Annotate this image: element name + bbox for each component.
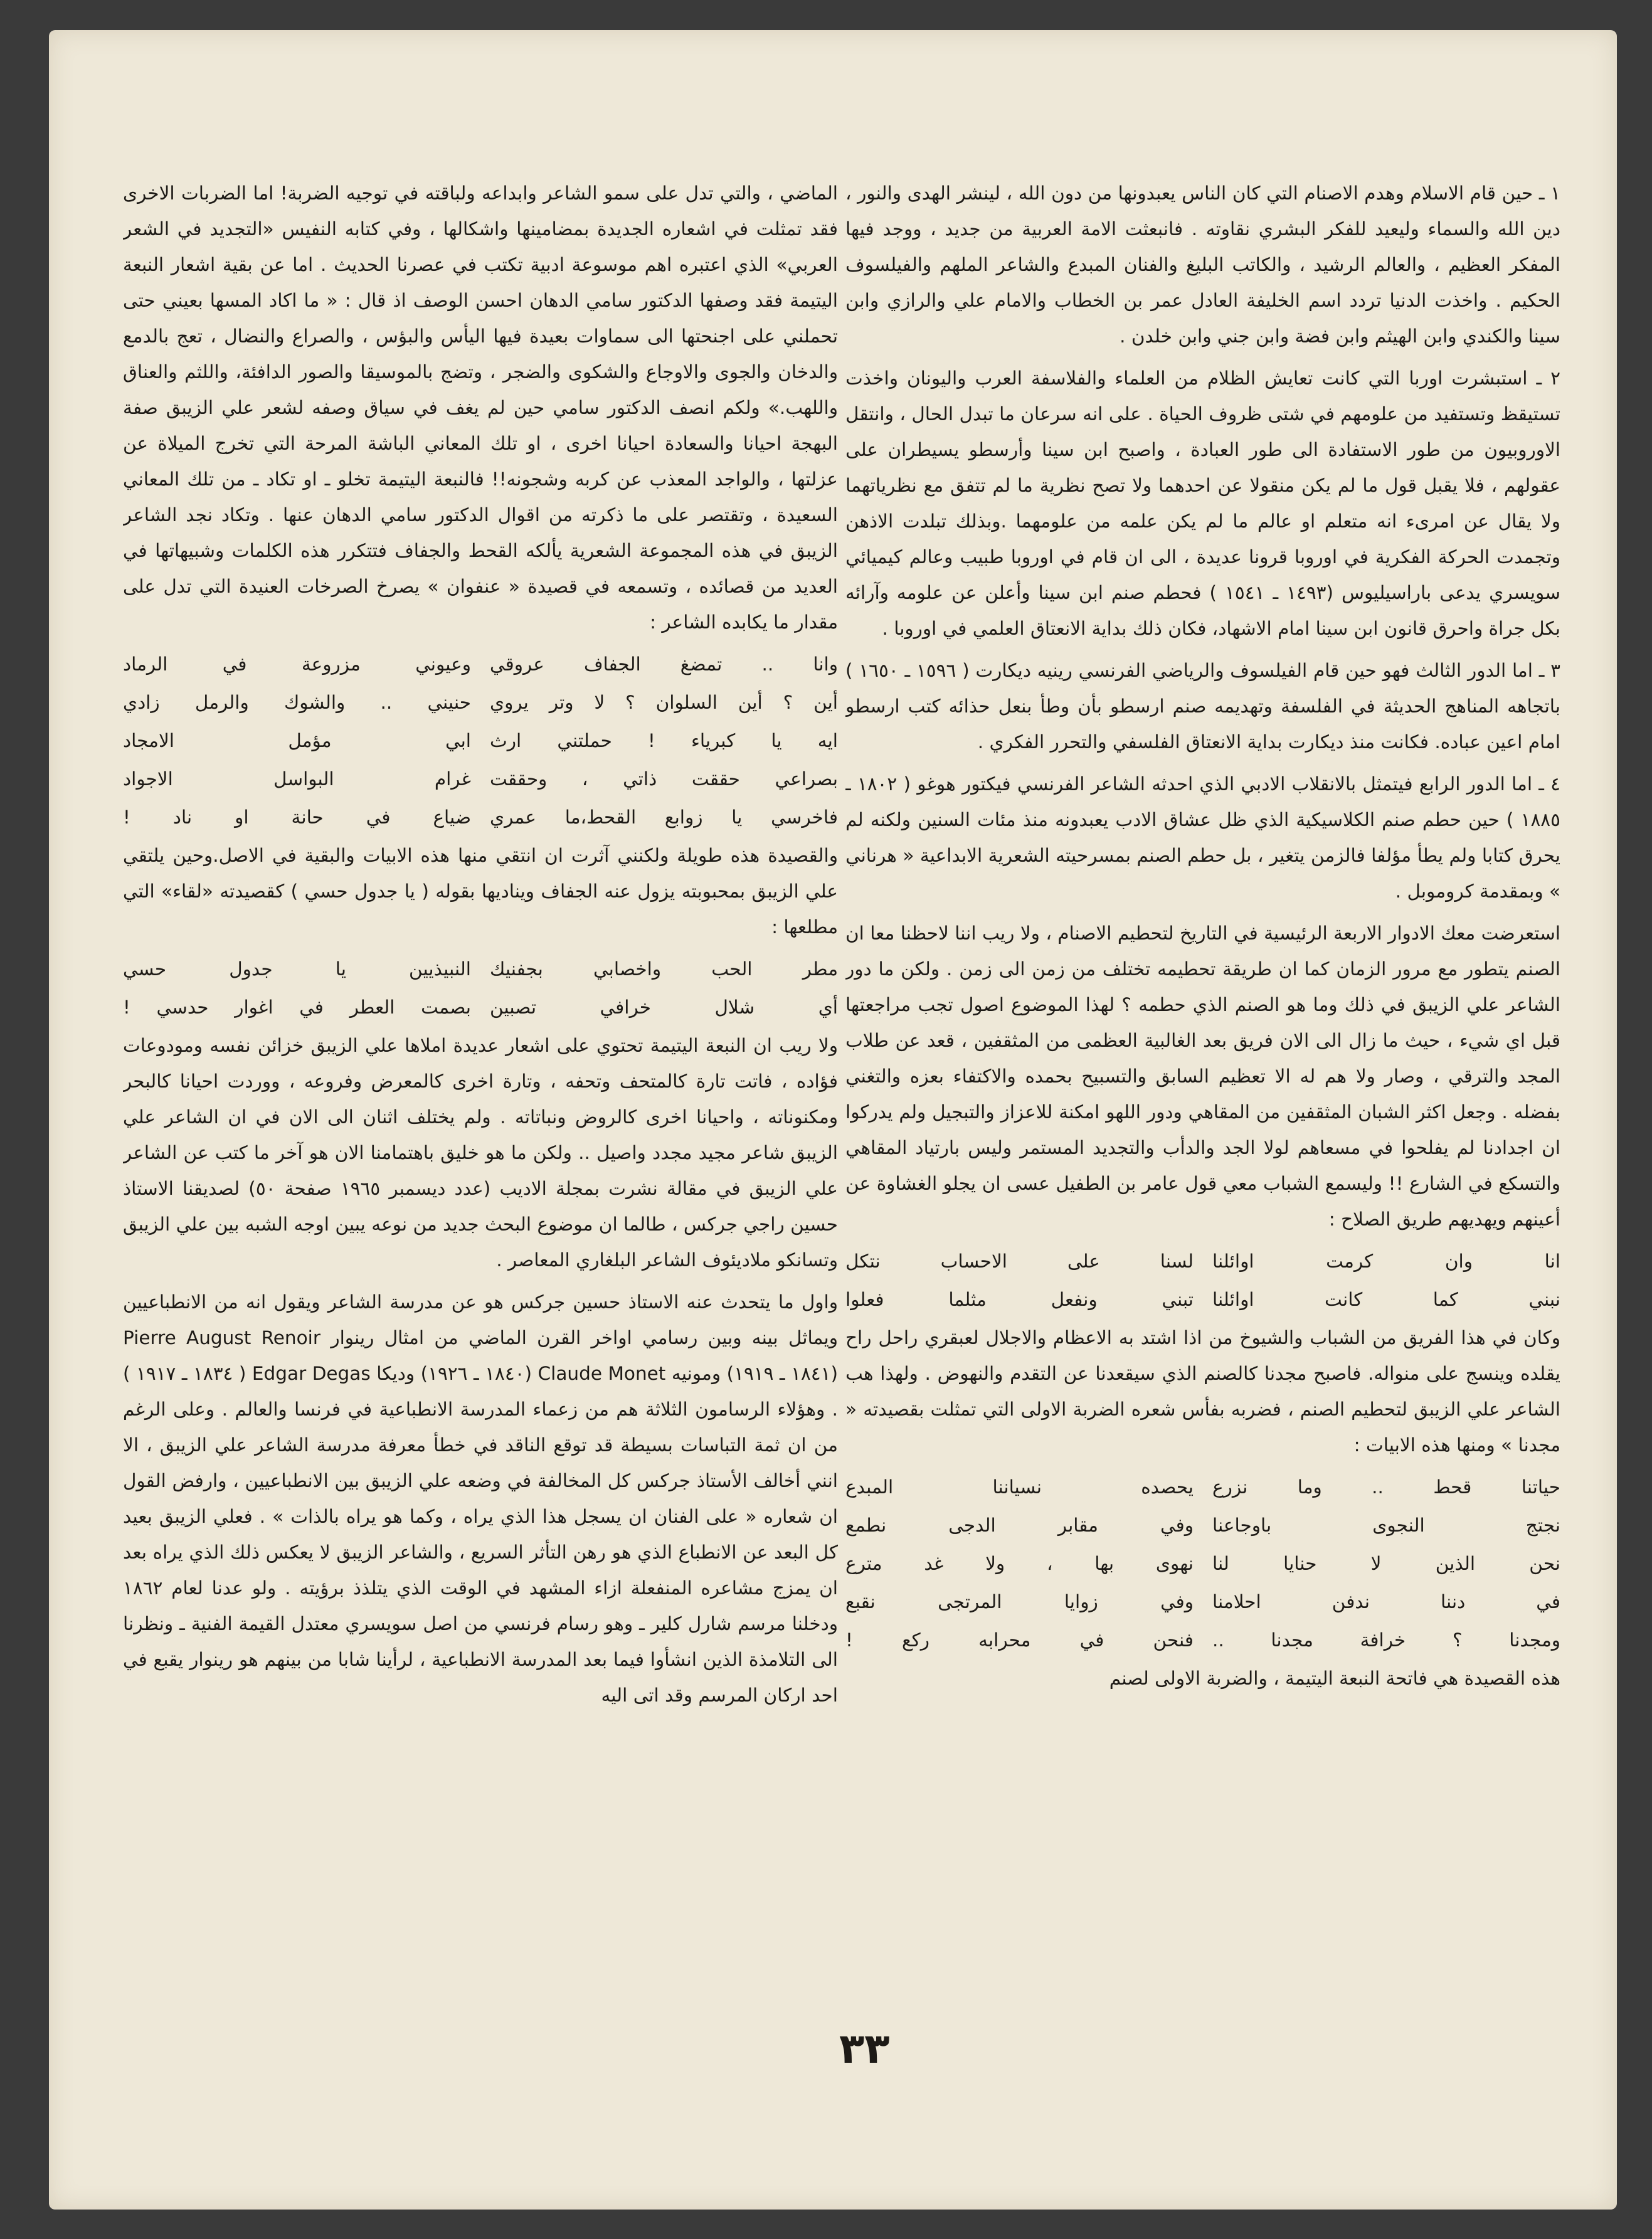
verse-hemistich: حياتنا قحط .. وما نزرع — [1212, 1476, 1560, 1498]
verse-hemistich: نحن الذين لا حنايا لنا — [1212, 1553, 1560, 1574]
verse-hemistich: ضياع في حانة او ناد ! — [123, 807, 471, 828]
verse-hemistich: نبني كما كانت اوائلنا — [1212, 1289, 1560, 1310]
paragraph-5: استعرضت معك الادوار الاربعة الرئيسية في التاريخ لتحطيم الاصنام ، ولا ريب اننا لاحظنا معا ان الصنم يتطور مع مرور الزمان كما ان طريقة تحطيمه تختلف من زمن الى زمن . ولكن ما دور الشاعر علي الزيبق في ذلك وما هو الصنم الذي حطمه ؟ لهذا الموضوع اصول تجب مراجعتها قبل اي شيء ، حيث ما زال الى الان فريق بعد الغالبية العظمى من المثقفين ، قعد عن طلاب المجد والترقي ، وصار ولا هم له الا تعظيم السابق والتسبيح بحمده والاكتفاء بعزه والتغني بفضله . وجعل اكثر الشبان المثقفين من المقاهي ودور اللهو امكنة للاعزاز والتبجيل ولم يدركوا ان اجدادنا لم يفلحوا في مسعاهم لولا الجد والدأب والتجديد المستمر وليس بارتياد المقاهي والتسكع في الشارع !! وليسمع الشباب معي قول عامر بن الطفيل عسى ان يجلو الغشاوة عن أعينهم ويهديهم طريق الصلاح : — [845, 923, 1560, 1230]
verse-line — [123, 951, 838, 987]
verse-hemistich: في دننا ندفن احلامنا — [1212, 1591, 1560, 1612]
right-column — [845, 176, 1560, 2007]
verse-hemistich: مطر الحب واخصابي بجفنيك — [490, 958, 838, 980]
verse-hemistich: نجتج النجوى باوجاعنا — [1212, 1515, 1560, 1536]
magazine-page — [49, 30, 1617, 2210]
verse-hemistich: وفي مقابر الدجى نطمع — [845, 1515, 1194, 1536]
paragraph-4 — [123, 1284, 838, 1713]
verse-hemistich: لسنا على الاحساب نتكل — [845, 1251, 1194, 1272]
verse-line — [123, 990, 838, 1025]
verse-hemistich: وعيوني مزروعة في الرماد — [123, 654, 471, 675]
verse-hemistich: ابي مؤمل الامجاد — [123, 730, 471, 751]
verse-line — [845, 1584, 1560, 1620]
verse-hemistich: بصراعي حققت ذاتي ، وحققت — [490, 768, 838, 790]
verse-hemistich: تبني ونفعل مثلما فعلوا — [845, 1289, 1194, 1310]
verse-hemistich: فنحن في محرابه ركع ! — [845, 1629, 1194, 1651]
verse-hemistich: حنيني .. والشوك والرمل زادي — [123, 692, 471, 713]
verse-line — [845, 1508, 1560, 1543]
verse-hemistich: فاخرسي يا زوابع القحط،ما عمري — [490, 807, 838, 828]
verse-hemistich: نهوى بها ، ولا غد مترع — [845, 1553, 1194, 1574]
verse-hemistich: ومجدنا ؟ خرافة مجدنا .. — [1212, 1629, 1560, 1651]
verse-line — [845, 1469, 1560, 1505]
verse-line — [123, 723, 838, 759]
page-number: ٣٣ — [839, 2025, 890, 2073]
verse-line — [845, 1244, 1560, 1279]
text-run: ( ١٨٣٤ ـ ١٩١٧ ) . وهؤلاء الرسامون الثلاثة هم من زعماء المدرسة الانطباعية في فرنسا والعالم . وعلى الرغم من ان ثمة التباسات بسيطة قد توقع الناقد في خطأ معرفة مدرسة الشاعر علي الزيبق ، الا انني أخالف الأستاذ جركس كل المخالفة في وضعه علي الزيبق بين الانطباعيين ، وارفض القول ان شعاره « على الفنان ان يسجل هذا الذي يراه ، وكما هو يراه بالذات » . فعلي الزيبق بعيد كل البعد عن الانطباع الذي هو رهن التأثر السريع ، والشاعر الزيبق لا يعكس ذلك الذي يراه بعد ان يمزج مشاعره المنفعلة ازاء المشهد في الوقت الذي يتلذذ برؤيته . ولو عدنا لعام ١٨٦٢ ودخلنا مرسم شارل كلير ـ وهو رسام فرنسي من اصل سويسري معتدل القيمة الفنية ـ ونظرنا الى التلامذة الذين انشأوا فيما بعد المدرسة الانطباعية ، لرأينا شابا من بينهم هو رينوار يقبع في احد اركان المرسم وقد اتى اليه — [123, 1363, 838, 1706]
text-run: (١٨٤١ ـ ١٩١٩) ومونيه — [671, 1363, 838, 1384]
verse-hemistich: بصمت العطر في اغوار حدسي ! — [123, 997, 471, 1018]
verse-line — [845, 1546, 1560, 1582]
latin-name-monet: Claude Monet — [537, 1363, 666, 1384]
paragraph-6: وكان في هذا الفريق من الشباب والشيوخ من اذا اشتد به الاعظام والاجلال لعبقري راحل راح يقلده وينسج على منواله. فاصبح مجدنا كالصنم الذي سيقعدنا عن التقدم والنهوض . ولهذا هب الشاعر علي الزيبق لتحطيم الصنم ، فضربه بفأس شعره الضربة الاولى التي تمثلت بقصيدته « مجدنا » ومنها هذه الابيات : — [845, 1327, 1560, 1456]
paragraph-7: هذه القصيدة هي فاتحة النبعة اليتيمة ، والضربة الاولى لصنم — [1109, 1668, 1560, 1689]
verse-line — [123, 647, 838, 682]
verse-hemistich: يحصده نسياننا المبدع — [845, 1476, 1194, 1498]
latin-name-renoir: Pierre August Renoir — [123, 1327, 321, 1348]
verse-hemistich: أي شلال خرافي تصبين — [490, 997, 838, 1018]
verse-line — [123, 685, 838, 721]
verse-hemistich: وفي زوايا المرتجى نقبع — [845, 1591, 1194, 1612]
left-column — [123, 176, 838, 2007]
paragraph-3: ولا ريب ان النبعة اليتيمة تحتوي على اشعار عديدة املاها علي الزيبق خزائن نفسه ومودوعات فؤاده ، فاتت تارة كالمتحف وتحفه ، وتارة اخرى كالمعرض وفروعه ، ووردت احيانا كالبحر ومكنوناته ، واحيانا اخرى كالروض ونباتاته . ولم يختلف اثنان الى الان في ان الشاعر علي الزيبق شاعر مجيد مجدد واصيل .. ولكن ما هو خليق باهتمامنا الان هو آخر ما كتب عن الشاعر علي الزيبق في مقالة نشرت بمجلة الاديب (عدد ديسمبر ١٩٦٥ صفحة ٥٠) لصديقنا الاستاذ حسين راجي جركس ، طالما ان موضوع البحث جديد من نوعه يبين اوجه الشبه بين علي الزيبق وتسانكو ملاديئوف الشاعر البلغاري المعاصر . — [123, 1035, 838, 1271]
paragraph-2: والقصيدة هذه طويلة ولكنني آثرت ان انتقي منها هذه الابيات والبقية في الاصل.وحين يلتقي علي الزيبق بمحبوبته يزول عنه الجفاف ويناديها بقوله ( يا جدول حسي ) كقصيدته «لقاء» التي مطلعها : — [123, 845, 838, 938]
verse-line — [123, 800, 838, 835]
paragraph-3: ٣ ـ اما الدور الثالث فهو حين قام الفيلسوف والرياضي الفرنسي رينيه ديكارت ( ١٥٩٦ ـ ١٦٥٠ ) باتجاهه المناهج الحديثة في الفلسفة وتهديمه صنم ارسطو بأن وطأ بنعل حذائه كتب ارسطو امام اعين عباده. فكانت منذ ديكارت بداية الانعتاق الفلسفي والتحرر الفكري . — [845, 660, 1560, 753]
text-run: (١٨٤٠ ـ ١٩٢٦) وديكا — [376, 1363, 532, 1384]
paragraph-2: ٢ ـ استبشرت اوربا التي كانت تعايش الظلام من العلماء والفلاسفة العرب واليونان واخذت تستيقظ وتستفيد من علومهم في شتى ظروف الحياة . على انه سرعان ما تبدل الحال ، وانتقل الاوروبيون من طور الاستفادة الى طور العبادة ، واصبح ابن سينا وأرسطو يسيطران على عقولهم ، فلا يقبل قول ما لم يكن منقولا عن احدهما ولا تصح نظرية ما لم تتفق مع نظرياتهما ولا يقال عن امرىء انه متعلم او عالم ما لم يكن علمه من علومهما .وبذلك تبلدت الاذهن وتجمدت الحركة الفكرية في اوروبا قرونا عديدة ، الى ان قام في اوروبا طبيب وعالم كيميائي سويسري يدعى باراسيليوس (١٤٩٣ ـ ١٥٤١ ) فحطم صنم ابن سينا وأعلن عن علومه وآرائه بكل جراة واحرق قانون ابن سينا امام الاشهاد، فكان ذلك بداية الانعتاق العلمي في اوروبا . — [845, 368, 1560, 639]
verse-line — [845, 1282, 1560, 1318]
verse-hemistich: انا وان كرمت اوائلنا — [1212, 1251, 1560, 1272]
paragraph-4: ٤ ـ اما الدور الرابع فيتمثل بالانقلاب الادبي الذي احدثه الشاعر الفرنسي فيكتور هوغو ( ١٨٠٢ ـ ١٨٨٥ ) حين حطم صنم الكلاسيكية الذي ظل عشاق الادب يعبدونه منذ مئات السنين ولكنه لم يحرق كتابا ولم يطأ مؤلفا فالزمن يتغير ، بل حطم الصنم بمسرحيته الشعرية الابداعية « هرناني » وبمقدمة كروموبل . — [845, 773, 1560, 902]
verse-line — [123, 761, 838, 797]
verse-hemistich: النبيذيين يا جدول حسي — [123, 958, 471, 980]
verse-hemistich: غرام البواسل الاجواد — [123, 768, 471, 790]
verse-hemistich: أين ؟ أين السلوان ؟ لا وتر يروي — [490, 692, 838, 713]
latin-name-degas: Edgar Degas — [252, 1363, 371, 1384]
paragraph-1: الماضي ، والتي تدل على سمو الشاعر وابداعه ولباقته في توجيه الضربة! اما الضربات الاخرى فقد تمثلت في اشعاره الجديدة بمضامينها واشكالها ، وفي كتابه النفيس «التجديد في الشعر العربي» الذي اعتبره اهم موسوعة ادبية تكتب في عصرنا الحديث . اما عن بقية اشعار النبعة اليتيمة فقد وصفها الدكتور سامي الدهان احسن الوصف اذ قال : « ما اكاد المسها بعيني حتى تحملني على اجنحتها الى سماوات بعيدة فيها اليأس والبؤس ، والصراع والنضال ، تعج بالدمع والدخان والجوى والاوجاع والشكوى والضجر ، وتضج بالموسيقا والصور الدافئة، واللثم والعناق واللهب.» ولكم انصف الدكتور سامي حين لم يغف في سياق وصفه لشعر علي الزيبق صفة البهجة احيانا والسعادة احيانا اخرى ، او تلك المعاني الباشة المرحة التي تخرج الميلاة عن عزلتها ، والواجد المعذب عن كربه وشجونه!! فالنبعة اليتيمة تخلو ـ او تكاد ـ من تلك المعاني السعيدة ، وتقتصر على ما ذكرته من اقوال الدكتور سامي الدهان عنها . وتكاد نجد الشاعر الزيبق في هذه المجموعة الشعرية يألكه القحط والجفاف فتتكرر هذه الكلمات وشبيهاتها في العديد من قصائده ، وتسمعه في قصيدة « عنفوان » يصرخ الصرخات العنيدة التي تدل على مقدار ما يكابده الشاعر : — [123, 183, 838, 633]
verse-hemistich: وانا .. تمضغ الجفاف عروقي — [490, 654, 838, 675]
verse-hemistich: ايه يا كبرياء ! حملتني ارث — [490, 730, 838, 751]
paragraph-1: ١ ـ حين قام الاسلام وهدم الاصنام التي كان الناس يعبدونها من دون الله ، لينشر الهدى والنور ، دين الله والسماء وليعيد للفكر البشري نقاوته . فانبعثت الامة العربية من جديد ، ووجد فيها المفكر العظيم ، والعالم الرشيد ، والكاتب البليغ والفنان المبدع والشاعر الملهم والفيلسوف الحكيم . واخذت الدنيا تردد اسم الخليفة العادل عمر بن الخطاب والامام علي والرازي وابن سينا والكندي وابن الهيثم وابن فضة وابن جني وابن خلدن . — [845, 183, 1560, 347]
text-run: واول ما يتحدث عنه الاستاذ حسين جركس هو عن مدرسة الشاعر ويقول انه من الانطباعيين ويماثل بينه وبين رسامي اواخر القرن الماضي من امثال رينوار — [123, 1291, 838, 1348]
verse-line — [845, 1622, 1560, 1658]
